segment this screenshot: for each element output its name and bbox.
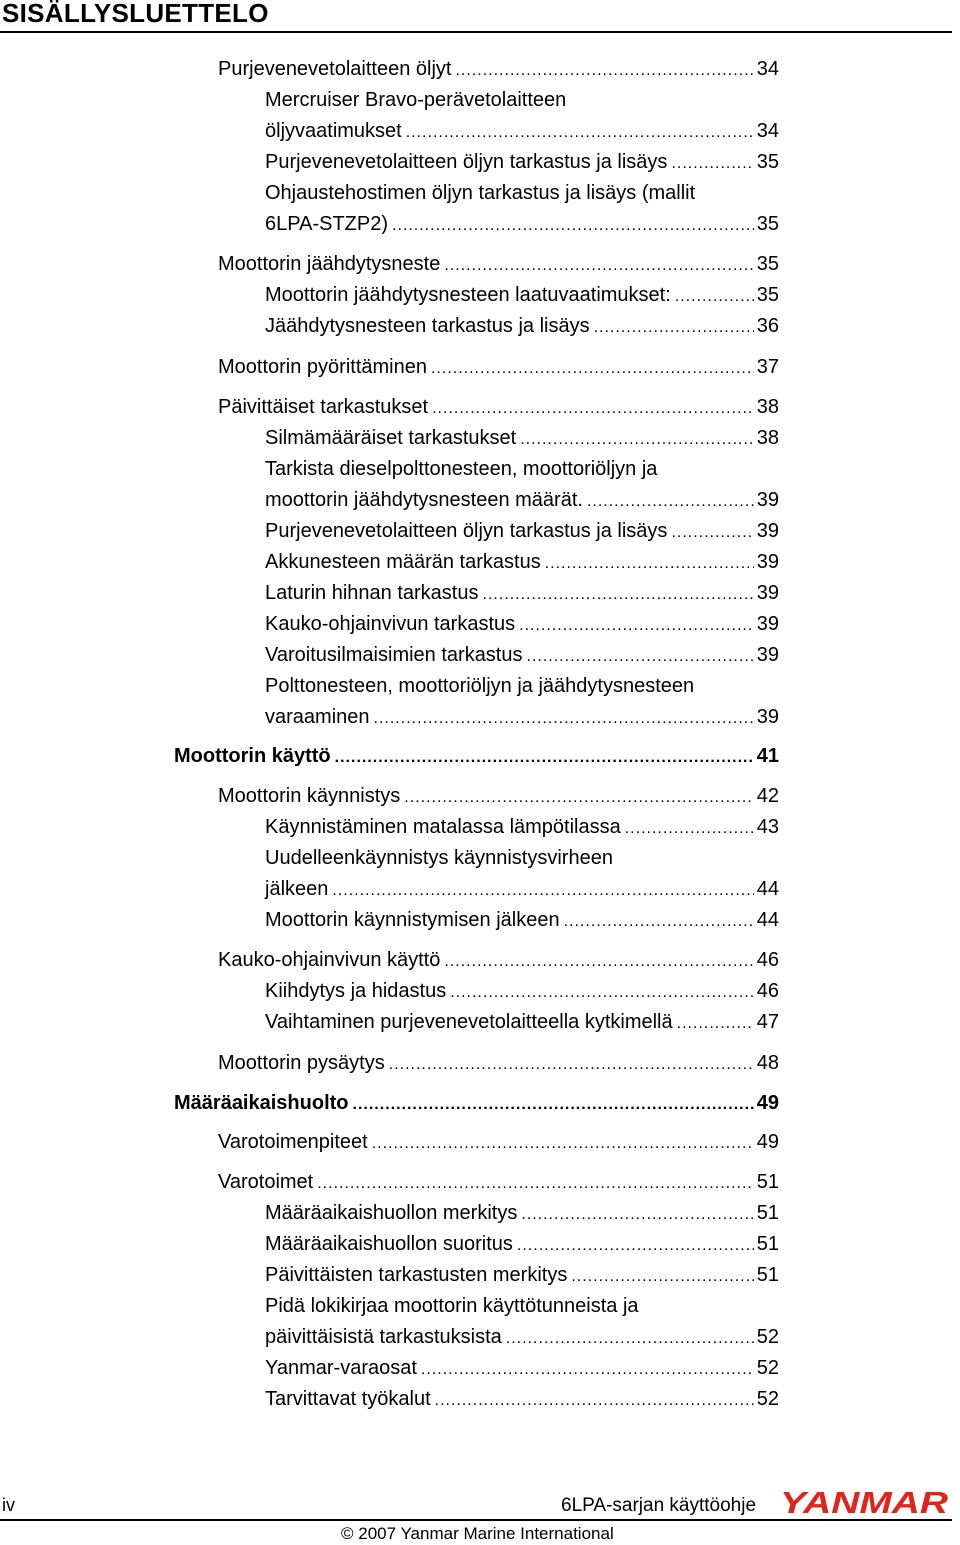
toc-page-number: 34: [756, 58, 779, 80]
toc-entry-title: öljyvaatimukset: [265, 120, 402, 142]
toc-page-number: 46: [756, 949, 779, 971]
toc-entry-title: Moottorin pyörittäminen: [218, 356, 427, 378]
toc-entry-title: Purjevenevetolaitteen öljyt: [218, 58, 452, 80]
toc-page-number: 35: [756, 213, 779, 235]
dot-leader: [353, 1088, 754, 1120]
toc-entry-title: Mercruiser Bravo-perävetolaitteen: [265, 89, 567, 111]
toc-entry[interactable]: [174, 741, 779, 773]
toc-entry[interactable]: [218, 945, 779, 977]
dot-leader: [372, 1127, 754, 1159]
dot-leader: [450, 976, 754, 1008]
toc-page-number: 51: [756, 1171, 779, 1193]
footer-rule: [0, 1519, 952, 1521]
dot-leader: [519, 609, 754, 641]
toc-entry[interactable]: [265, 1384, 779, 1416]
toc-entry-title: Kauko-ohjainvivun tarkastus: [265, 613, 516, 635]
dot-leader: [587, 485, 754, 517]
toc-entry-title: Varotoimet: [218, 1171, 314, 1193]
toc-entry[interactable]: [265, 454, 779, 517]
toc-entry[interactable]: [218, 352, 779, 384]
toc-page-number: 48: [756, 1052, 779, 1074]
toc-entry-title: Uudelleenkäynnistys käynnistysvirheen: [265, 847, 613, 869]
toc-page-number: 51: [756, 1233, 779, 1255]
toc-page-number: 41: [756, 745, 779, 767]
yanmar-logo: [778, 1487, 950, 1517]
dot-leader: [406, 116, 754, 148]
toc-entry-title: Laturin hihnan tarkastus: [265, 582, 479, 604]
dot-leader: [527, 640, 754, 672]
toc-page-number: 35: [756, 284, 779, 306]
dot-leader: [564, 905, 754, 937]
toc-page-number: 52: [756, 1357, 779, 1379]
toc-entry[interactable]: [265, 547, 779, 579]
dot-leader: [335, 741, 754, 773]
toc-entry-title: Pidä lokikirjaa moottorin käyttötunneista ja: [265, 1295, 639, 1317]
toc-entry[interactable]: [265, 1198, 779, 1230]
toc-entry-title: Kauko-ohjainvivun käyttö: [218, 949, 441, 971]
toc-entry[interactable]: [218, 1127, 779, 1159]
toc-page-number: 35: [756, 253, 779, 275]
toc-page-number: 35: [756, 151, 779, 173]
toc-entry-title: Purjevenevetolaitteen öljyn tarkastus ja lisäys: [265, 520, 668, 542]
toc-page-number: 39: [756, 706, 779, 728]
toc-page-number: 38: [756, 427, 779, 449]
page-header-title: SISÄLLYSLUETTELO: [2, 0, 269, 28]
dot-leader: [571, 1260, 753, 1292]
dot-leader: [545, 547, 754, 579]
footer-copyright: © 2007 Yanmar Marine International: [341, 1524, 614, 1543]
toc-entry-title: Moottorin jäähdytysnesteen laatuvaatimukset:: [265, 284, 671, 306]
toc-entry-title: Tarvittavat työkalut: [265, 1388, 431, 1410]
toc-page-number: 46: [756, 980, 779, 1002]
toc-page-number: 39: [756, 644, 779, 666]
dot-leader: [332, 874, 753, 906]
toc-entry-title: Määräaikaishuollon suoritus: [265, 1233, 513, 1255]
toc-page-number: 51: [756, 1264, 779, 1286]
toc-entry-title: Moottorin jäähdytysneste: [218, 253, 441, 275]
toc-entry-title: Purjevenevetolaitteen öljyn tarkastus ja lisäys: [265, 151, 668, 173]
toc-entry-title: varaaminen: [265, 706, 370, 728]
toc-entry[interactable]: [265, 147, 779, 179]
toc-entry[interactable]: [265, 905, 779, 937]
toc-page-number: 52: [756, 1388, 779, 1410]
toc-page-number: 44: [756, 878, 779, 900]
toc-page-number: 49: [756, 1131, 779, 1153]
toc-entry[interactable]: [218, 1167, 779, 1199]
toc-entry[interactable]: [265, 516, 779, 548]
toc-entry-title: Määräaikaishuollon merkitys: [265, 1202, 518, 1224]
toc-entry[interactable]: [265, 311, 779, 343]
dot-leader: [675, 280, 754, 312]
dot-leader: [671, 147, 753, 179]
toc-entry[interactable]: [265, 423, 779, 455]
toc-entry[interactable]: [265, 1353, 779, 1385]
toc-entry-title: Kiihdytys ja hidastus: [265, 980, 447, 1002]
toc-page-number: 39: [756, 520, 779, 542]
toc-page-number: 47: [756, 1011, 779, 1033]
toc-entry-title: Käynnistäminen matalassa lämpötilassa: [265, 816, 621, 838]
toc-entry-title: Silmämääräiset tarkastukset: [265, 427, 517, 449]
toc-entry-title: Moottorin käynnistys: [218, 785, 401, 807]
toc-page-number: 34: [756, 120, 779, 142]
dot-leader: [625, 812, 754, 844]
footer-manual-title: 6LPA-sarjan käyttöohje: [561, 1495, 757, 1516]
toc-entry[interactable]: [265, 609, 779, 641]
dot-leader: [506, 1322, 754, 1354]
dot-leader: [374, 702, 754, 734]
dot-leader: [444, 945, 753, 977]
toc-entry-title: Ohjaustehostimen öljyn tarkastus ja lisäys (mallit: [265, 182, 696, 204]
toc-page-number: 39: [756, 489, 779, 511]
toc-entry-title: Moottorin pysäytys: [218, 1052, 385, 1074]
toc-entry-title: Akkunesteen määrän tarkastus: [265, 551, 541, 573]
toc-entry[interactable]: [218, 392, 779, 424]
header-rule: [0, 31, 952, 33]
toc-entry-title: Päivittäiset tarkastukset: [218, 396, 429, 418]
toc-page-number: 36: [756, 315, 779, 337]
toc-page-number: 37: [756, 356, 779, 378]
dot-leader: [404, 781, 753, 813]
toc-entry-title: Varotoimenpiteet: [218, 1131, 368, 1153]
toc-page-number: 42: [756, 785, 779, 807]
toc-entry[interactable]: [218, 781, 779, 813]
dot-leader: [482, 578, 753, 610]
dot-leader: [392, 209, 754, 241]
toc-entry-title: Moottorin käynnistymisen jälkeen: [265, 909, 560, 931]
toc-entry-title: Päivittäisten tarkastusten merkitys: [265, 1264, 568, 1286]
toc-entry-title: Vaihtaminen purjevenevetolaitteella kytkimellä: [265, 1011, 673, 1033]
dot-leader: [455, 54, 753, 86]
toc-page-number: 39: [756, 551, 779, 573]
toc-entry[interactable]: [265, 1229, 779, 1261]
toc-entry[interactable]: [218, 54, 779, 86]
toc-entry[interactable]: [265, 1260, 779, 1292]
toc-entry[interactable]: [174, 1088, 779, 1120]
toc-entry-title: Varoitusilmaisimien tarkastus: [265, 644, 523, 666]
toc-page-number: 51: [756, 1202, 779, 1224]
toc-entry[interactable]: [265, 578, 779, 610]
dot-leader: [431, 352, 754, 384]
toc-entry-title: Yanmar-varaosat: [265, 1357, 417, 1379]
dot-leader: [521, 1198, 753, 1230]
toc-entry[interactable]: [265, 976, 779, 1008]
toc-page-number: 39: [756, 613, 779, 635]
dot-leader: [389, 1048, 754, 1080]
toc-entry-title: jälkeen: [265, 878, 329, 900]
toc-entry[interactable]: [265, 1291, 779, 1354]
toc-entry-title: Jäähdytysnesteen tarkastus ja lisäys: [265, 315, 590, 337]
footer-page-number: iv: [2, 1495, 15, 1515]
toc-entry[interactable]: [265, 640, 779, 672]
toc-entry-title: 6LPA-STZP2): [265, 213, 388, 235]
toc-entry[interactable]: [265, 671, 779, 734]
dot-leader: [317, 1167, 754, 1199]
toc-entry-title: moottorin jäähdytysnesteen määrät.: [265, 489, 583, 511]
toc-page-number: 49: [756, 1092, 779, 1114]
toc-page-number: 43: [756, 816, 779, 838]
toc-page-number: 52: [756, 1326, 779, 1348]
toc-page-number: 44: [756, 909, 779, 931]
toc-entry-title: Polttonesteen, moottoriöljyn ja jäähdytysnesteen: [265, 675, 695, 697]
toc-entry[interactable]: [265, 85, 779, 148]
toc-entry[interactable]: [218, 1048, 779, 1080]
svg-text:YANMAR: YANMAR: [780, 1487, 949, 1517]
toc-entry[interactable]: [265, 843, 779, 906]
toc-entry[interactable]: [265, 280, 779, 312]
dot-leader: [421, 1353, 754, 1385]
dot-leader: [444, 249, 753, 281]
dot-leader: [671, 516, 753, 548]
toc-entry[interactable]: [265, 178, 779, 241]
dot-leader: [520, 423, 754, 455]
toc-entry-title: Määräaikaishuolto: [174, 1092, 349, 1114]
toc-entry[interactable]: [265, 1007, 779, 1039]
toc-entry[interactable]: [218, 249, 779, 281]
toc-page-number: 38: [756, 396, 779, 418]
toc-entry[interactable]: [265, 812, 779, 844]
toc-entry-title: päivittäisistä tarkastuksista: [265, 1326, 502, 1348]
dot-leader: [594, 311, 754, 343]
toc-entry-title: Tarkista dieselpolttonesteen, moottoriöljyn ja: [265, 458, 658, 480]
toc-entry-title: Moottorin käyttö: [174, 745, 331, 767]
dot-leader: [435, 1384, 754, 1416]
dot-leader: [432, 392, 754, 424]
dot-leader: [677, 1007, 754, 1039]
toc-page-number: 39: [756, 582, 779, 604]
dot-leader: [517, 1229, 754, 1261]
